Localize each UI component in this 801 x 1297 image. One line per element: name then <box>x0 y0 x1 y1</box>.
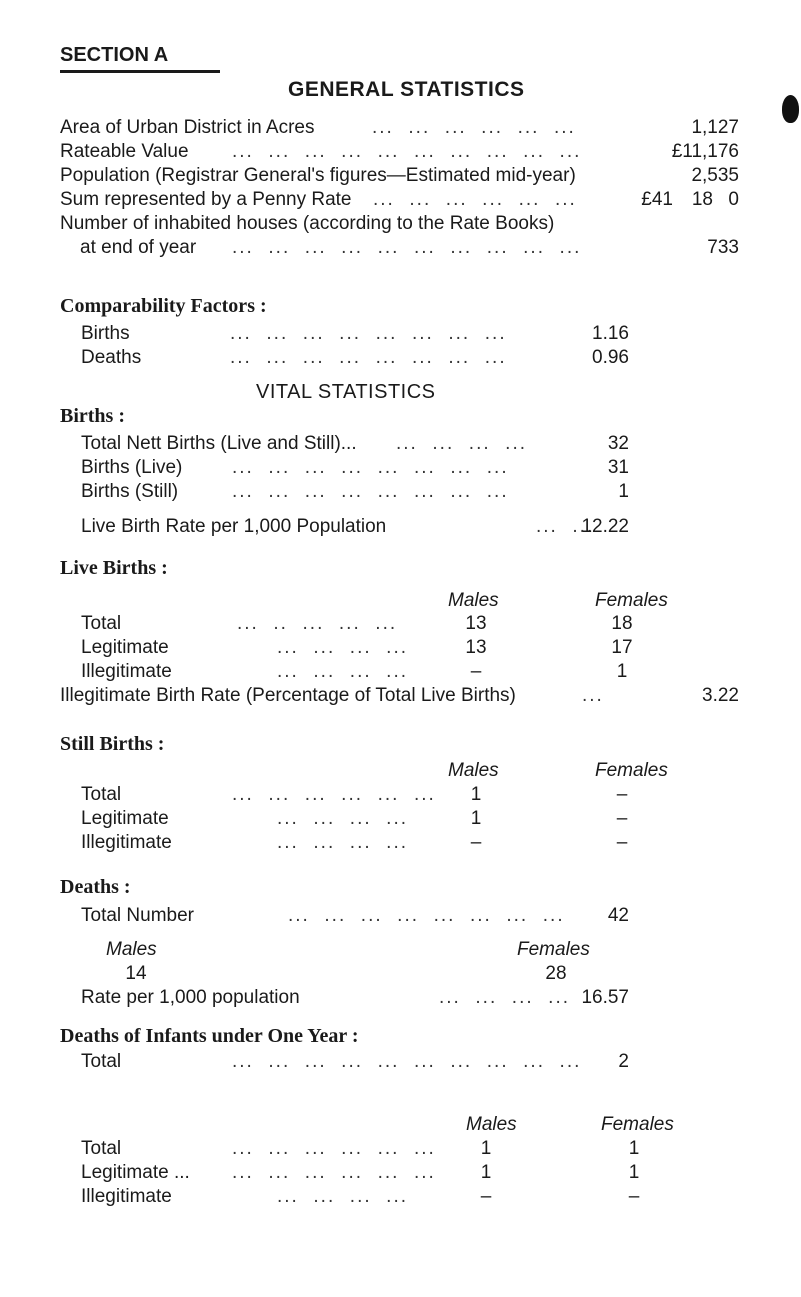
houses-label: Number of inhabited houses (according to the Rate Books) <box>60 213 555 234</box>
deaths-col-females: Females <box>517 939 590 960</box>
infant-deaths-total-value: 2 <box>618 1051 629 1072</box>
comparability-deaths-label: Deaths <box>81 347 142 368</box>
still-births-heading: Still Births : <box>60 733 165 755</box>
rateable-value: £11,176 <box>671 141 739 162</box>
illegitimate-birth-rate-label: Illegitimate Birth Rate (Percentage of Total Live Births) <box>60 685 516 706</box>
live-births-row-label: Legitimate <box>81 637 169 658</box>
live-birth-rate-value: 12.22 <box>581 516 629 537</box>
infant-deaths-row-males: 1 <box>480 1138 492 1159</box>
leader-dots: ... ... ... ... ... ... <box>373 189 577 210</box>
births-heading: Births : <box>60 405 125 427</box>
deaths-rate-label: Rate per 1,000 population <box>81 987 300 1008</box>
infant-deaths-row-females: 1 <box>628 1162 640 1183</box>
infant-deaths-row-males: – <box>480 1186 492 1207</box>
still-births-label: Births (Still) <box>81 481 179 502</box>
leader-dots: ... ... ... ... ... ... ... ... <box>230 323 507 344</box>
leader-dots: ... <box>582 685 604 706</box>
live-births-row-males: – <box>470 661 482 682</box>
still-births-row-label: Total <box>81 784 122 805</box>
live-births-row-females: 1 <box>616 661 628 682</box>
leader-dots: ... ... ... ... ... ... <box>232 784 436 805</box>
still-births-col-males: Males <box>448 760 499 781</box>
live-births-row-females: 18 <box>611 613 633 634</box>
leader-dots: ... ... ... ... ... ... <box>372 117 576 138</box>
total-nett-births-value: 32 <box>607 433 629 454</box>
leader-dots: ... ... ... ... ... ... ... ... <box>230 347 507 368</box>
leader-dots: ... ... ... ... <box>277 637 409 658</box>
infant-deaths-col-males: Males <box>466 1114 517 1135</box>
houses-label-cont: at end of year <box>80 237 197 258</box>
deaths-females-value: 28 <box>545 963 567 984</box>
leader-dots: ... ... ... ... <box>277 832 409 853</box>
infant-deaths-row-label: Legitimate ... <box>81 1162 190 1183</box>
still-births-value: 1 <box>618 481 629 502</box>
leader-dots: ... ... ... ... <box>439 987 571 1008</box>
deaths-heading: Deaths : <box>60 876 131 898</box>
area-value: 1,127 <box>691 117 739 138</box>
houses-value: 733 <box>707 237 739 258</box>
live-births-value: 31 <box>607 457 629 478</box>
leader-dots: ... ... ... ... ... ... ... ... <box>288 905 565 926</box>
general-statistics-title: GENERAL STATISTICS <box>288 78 525 101</box>
comparability-births-label: Births <box>81 323 130 344</box>
infant-deaths-row-females: – <box>628 1186 640 1207</box>
leader-dots: ... ... ... ... ... ... ... ... ... ... <box>232 237 582 258</box>
still-births-row-males: 1 <box>470 784 482 805</box>
still-births-row-males: 1 <box>470 808 482 829</box>
still-births-row-females: – <box>616 784 628 805</box>
penny-rate-shillings: 18 <box>691 189 713 210</box>
penny-rate-pounds: £41 <box>641 189 673 210</box>
live-births-row-females: 17 <box>611 637 633 658</box>
total-nett-births-label: Total Nett Births (Live and Still)... <box>81 433 357 454</box>
live-births-row-males: 13 <box>465 637 487 658</box>
penny-rate-label: Sum represented by a Penny Rate <box>60 189 352 210</box>
infant-deaths-total-label: Total <box>81 1051 122 1072</box>
print-blot <box>782 95 799 123</box>
still-births-row-label: Legitimate <box>81 808 169 829</box>
deaths-col-males: Males <box>106 939 157 960</box>
comparability-heading: Comparability Factors : <box>60 295 267 317</box>
live-births-col-females: Females <box>595 590 668 611</box>
penny-rate-pence: 0 <box>728 189 739 210</box>
leader-dots: ... .. ... ... ... <box>237 613 398 634</box>
still-births-row-males: – <box>470 832 482 853</box>
deaths-rate-value: 16.57 <box>581 987 629 1008</box>
leader-dots: ... ... ... ... ... ... ... ... <box>232 457 509 478</box>
leader-dots: ... ... ... ... ... ... <box>232 1138 436 1159</box>
comparability-deaths-value: 0.96 <box>592 347 629 368</box>
live-births-row-label: Illegitimate <box>81 661 172 682</box>
section-underline <box>60 70 220 73</box>
live-births-label: Births (Live) <box>81 457 183 478</box>
leader-dots: ... ... ... ... <box>277 808 409 829</box>
infant-deaths-col-females: Females <box>601 1114 674 1135</box>
leader-dots: ... ... ... ... <box>277 661 409 682</box>
population-value: 2,535 <box>691 165 739 186</box>
still-births-row-females: – <box>616 808 628 829</box>
deaths-males-value: 14 <box>125 963 147 984</box>
leader-dots: ... ... ... ... ... ... <box>232 1162 436 1183</box>
leader-dots: ... ... <box>536 516 595 537</box>
vital-statistics-title: VITAL STATISTICS <box>256 381 436 403</box>
illegitimate-birth-rate-value: 3.22 <box>702 685 739 706</box>
live-births-row-label: Total <box>81 613 122 634</box>
still-births-row-label: Illegitimate <box>81 832 172 853</box>
deaths-total-value: 42 <box>607 905 629 926</box>
deaths-total-label: Total Number <box>81 905 194 926</box>
infant-deaths-row-males: 1 <box>480 1162 492 1183</box>
infant-deaths-row-label: Illegitimate <box>81 1186 172 1207</box>
population-label: Population (Registrar General's figures—Estimated mid-year) <box>60 165 576 186</box>
still-births-row-females: – <box>616 832 628 853</box>
infant-deaths-heading: Deaths of Infants under One Year : <box>60 1025 359 1047</box>
comparability-births-value: 1.16 <box>592 323 629 344</box>
leader-dots: ... ... ... ... ... ... ... ... ... ... <box>232 1051 582 1072</box>
leader-dots: ... ... ... ... <box>396 433 528 454</box>
live-births-heading: Live Births : <box>60 557 168 579</box>
section-label: SECTION A <box>60 44 169 66</box>
live-birth-rate-label: Live Birth Rate per 1,000 Population <box>81 516 387 537</box>
leader-dots: ... ... ... ... ... ... ... ... <box>232 481 509 502</box>
area-label: Area of Urban District in Acres <box>60 117 315 138</box>
live-births-col-males: Males <box>448 590 499 611</box>
infant-deaths-row-label: Total <box>81 1138 122 1159</box>
leader-dots: ... ... ... ... ... ... ... ... ... ... <box>232 141 582 162</box>
leader-dots: ... ... ... ... <box>277 1186 409 1207</box>
live-births-row-males: 13 <box>465 613 487 634</box>
rateable-label: Rateable Value <box>60 141 189 162</box>
infant-deaths-row-females: 1 <box>628 1138 640 1159</box>
still-births-col-females: Females <box>595 760 668 781</box>
